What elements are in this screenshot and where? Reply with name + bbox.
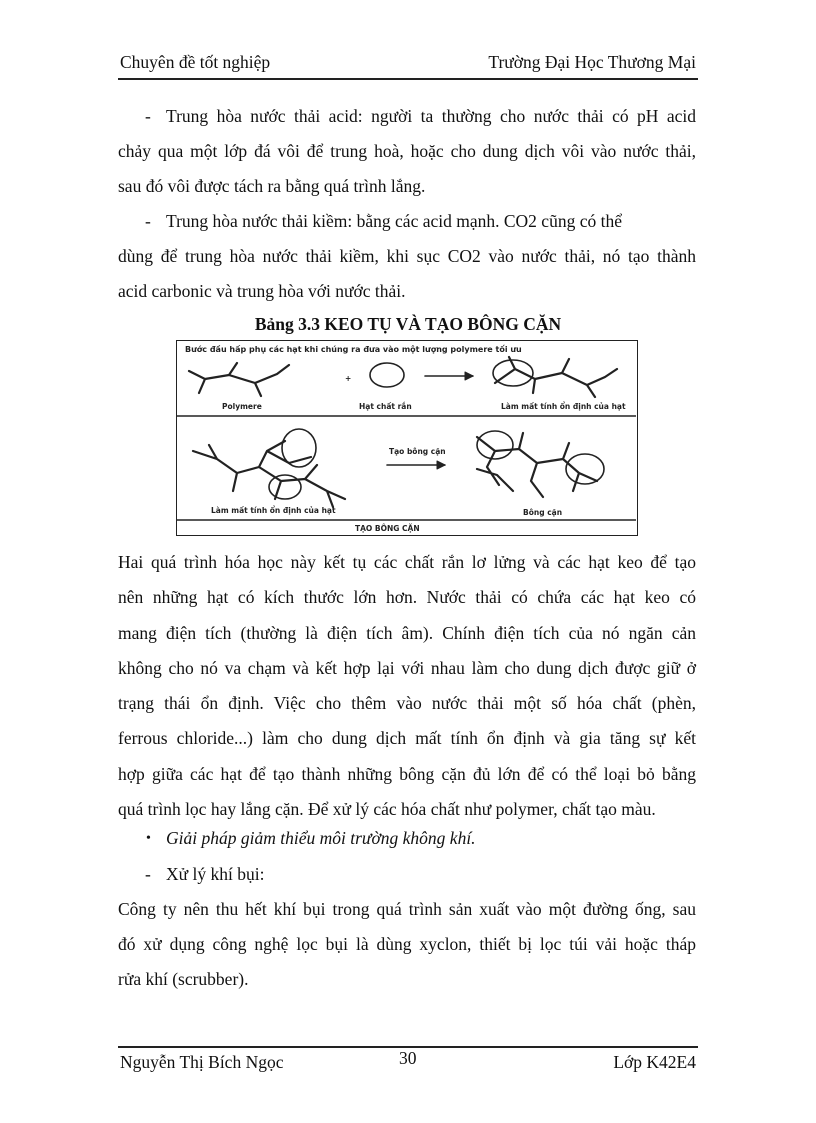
para1-line-3: sau đó vôi được tách ra bằng quá trình lắng. [118, 176, 426, 196]
para2-line-2: dùng để trung hòa nước thải kiềm, khi sục CO2 vào nước thải, nó tạo thành [118, 246, 696, 266]
figure-footer-label: TẠO BÔNG CẶN [355, 524, 420, 533]
plus-sign: + [345, 374, 352, 383]
label-floc: Bông cặn [523, 508, 563, 517]
para2-line-1: Trung hòa nước thải kiềm: bằng các acid mạnh. CO2 cũng có thể [166, 211, 622, 231]
label-solid-particle: Hạt chất rắn [359, 402, 412, 411]
floc-particle-icon [477, 431, 513, 459]
dash-marker: - [145, 211, 151, 231]
dash-marker: - [145, 864, 151, 884]
para1-line-1: Trung hòa nước thải acid: người ta thường cho nước thải có pH acid [166, 106, 696, 126]
label-destabilized-bottom: Làm mất tính ổn định của hạt [211, 506, 336, 515]
para3-line-3: mang điện tích (thường là điện tích âm). Chính điện tích của nó ngăn cản [118, 623, 696, 643]
bullet-heading: Giải pháp giảm thiểu môi trường không khí. [166, 828, 476, 848]
label-polymere: Polymere [222, 402, 262, 411]
page-header [118, 52, 698, 80]
floc-particle-icon [566, 454, 604, 484]
footer-author: Nguyễn Thị Bích Ngọc [120, 1052, 284, 1072]
header-right: Trường Đại Học Thương Mại [488, 52, 696, 72]
para3-line-1: Hai quá trình hóa học này kết tụ các chất rắn lơ lửng và các hạt keo để tạo [118, 552, 696, 572]
coagulation-figure [176, 340, 638, 536]
para3-line-7: hợp giữa các hạt để tạo thành những bông cặn đủ lớn để có thể loại bỏ bằng [118, 764, 696, 784]
para2-line-3: acid carbonic và trung hòa với nước thải. [118, 281, 406, 301]
solid-particle-icon [370, 363, 404, 387]
adsorbed-polymer-icon [495, 357, 617, 397]
para3-line-4: không cho nó va chạm và kết hợp lại với nhau làm cho dung dịch được giữ ở [118, 658, 696, 678]
page-footer [118, 1046, 698, 1078]
particle-circle-icon [269, 475, 301, 499]
header-left: Chuyên đề tốt nghiệp [120, 52, 271, 72]
destabilized-chain-icon [193, 441, 345, 507]
sub-heading: Xử lý khí bụi: [166, 864, 265, 884]
para3-line-5: trạng thái ổn định. Việc cho thêm vào nước thải một số hóa chất (phèn, [118, 693, 696, 713]
para1-line-2: chảy qua một lớp đá vôi để trung hoà, hoặc cho dung dịch vôi vào nước thải, [118, 141, 696, 161]
coagulation-diagram [177, 341, 636, 534]
para3-line-8: quá trình lọc hay lắng cặn. Để xử lý các hóa chất như polymer, chất tạo màu. [118, 799, 656, 819]
para4-line-1: Công ty nên thu hết khí bụi trong quá trình sản xuất vào một đường ống, sau [118, 899, 696, 919]
label-arrow-floc: Tạo bông cặn [389, 447, 446, 456]
dash-marker: - [145, 106, 151, 126]
footer-class: Lớp K42E4 [613, 1052, 696, 1072]
para3-line-6: ferrous chloride...) làm cho dung dịch mất tính ổn định và gia tăng sự kết [118, 728, 696, 748]
label-destabilized-top: Làm mất tính ổn định của hạt [501, 402, 626, 411]
bullet-icon: • [146, 831, 151, 846]
polymere-chain-icon [189, 363, 289, 396]
figure-top-note: Bước đầu hấp phụ các hạt khi chúng ra đưa vào một lượng polymere tối ưu [185, 345, 522, 354]
para4-line-2: đó xử dụng công nghệ lọc bụi là dùng xyclon, thiết bị lọc túi vải hoặc tháp [118, 934, 696, 954]
page-number: 30 [399, 1048, 417, 1068]
table-caption: Bảng 3.3 KEO TỤ VÀ TẠO BÔNG CẶN [254, 314, 562, 334]
para4-line-3: rửa khí (scrubber). [118, 969, 249, 989]
para3-line-2: nên những hạt có kích thước lớn hơn. Nước thải có chứa các hạt keo có [118, 587, 696, 607]
floc-chain-icon [477, 433, 597, 497]
